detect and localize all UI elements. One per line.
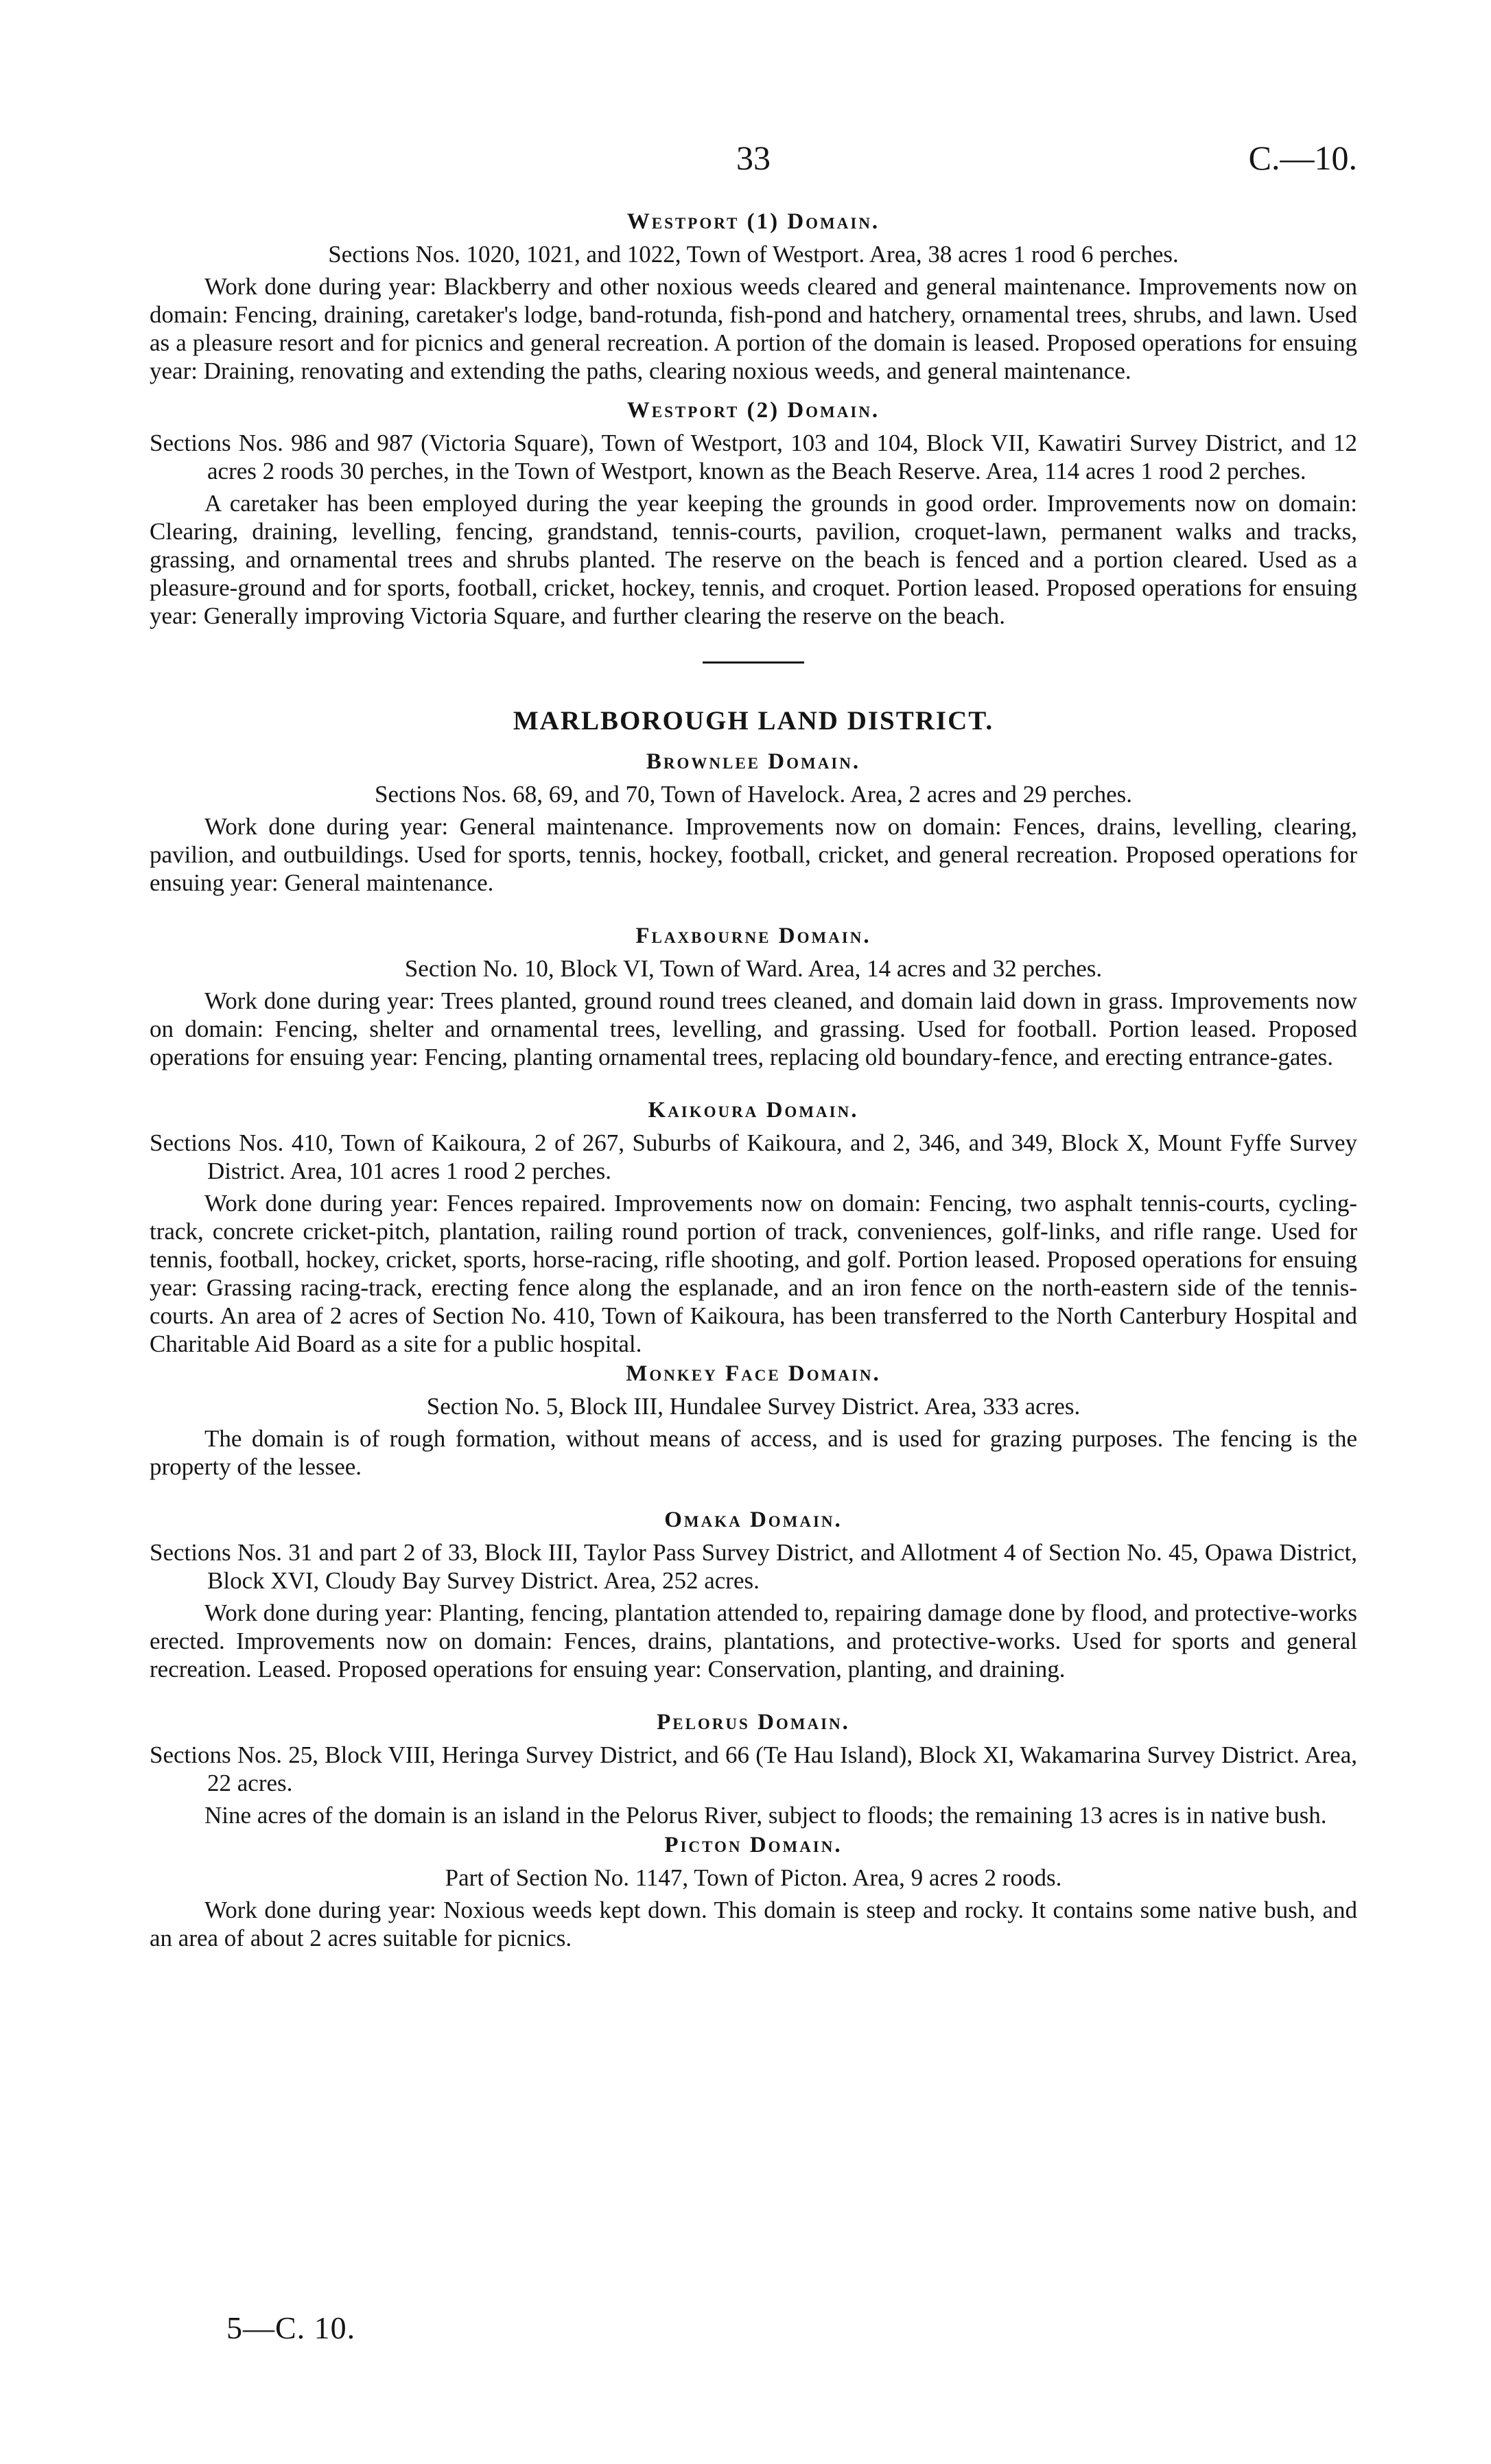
domain-sections: Section No. 5, Block III, Hundalee Survey District. Area, 333 acres. xyxy=(426,1393,1081,1420)
paper-reference: C.—10. xyxy=(1248,139,1357,177)
domain-heading: Westport (1) Domain. xyxy=(626,209,880,234)
domain-heading: Picton Domain. xyxy=(664,1833,843,1857)
domain-description: Nine acres of the domain is an island in the Pelorus River, subject to floods; the remaining 13 acres is in native bush. xyxy=(204,1802,1327,1829)
domain-sections: Sections Nos. 68, 69, and 70, Town of Havelock. Area, 2 acres and 29 perches. xyxy=(375,781,1132,808)
domain-heading: Kaikoura Domain. xyxy=(648,1098,859,1123)
district-title: MARLBOROUGH LAND DISTRICT. xyxy=(513,706,994,736)
running-header xyxy=(150,137,1357,206)
section-divider xyxy=(703,661,804,664)
domain-heading: Pelorus Domain. xyxy=(657,1710,850,1735)
page-number: 33 xyxy=(736,139,771,177)
domain-sections: Part of Section No. 1147, Town of Picton. Area, 9 acres 2 roods. xyxy=(445,1864,1062,1891)
domain-description: Work done during year: Planting, fencing, plantation attended to, repairing damage done by flood, and protective-works erected. Improvements now on domain: Fences, drains, plantations, and protective-works. Used for sports and general recreation. Leased. Proposed operations for ensuing year: Conservation, planting, and draining. xyxy=(150,1599,1357,1682)
domain-heading: Omaka Domain. xyxy=(664,1507,843,1532)
domain-description: Work done during year: Trees planted, ground round trees cleaned, and domain laid down in grass. Improvements now on domain: Fencing, shelter and ornamental trees, levelling, and grassing. Used for football. Portion leased. Proposed operations for ensuing year: Fencing, planting ornamental trees, replacing old boundary-fence, and erecting entrance-gates. xyxy=(150,987,1357,1070)
domain-description: The domain is of rough formation, without means of access, and is used for grazing purposes. The fencing is the property of the lessee. xyxy=(150,1425,1357,1480)
domain-heading: Brownlee Domain. xyxy=(646,749,861,774)
brownlee-domain xyxy=(150,746,1357,897)
domain-description: Work done during year: Blackberry and other noxious weeds cleared and general maintenance. Improvements now on domain: Fencing, draining, caretaker's lodge, band-rotunda, fish-pond and hatchery, ornamental trees, shrubs, and lawn. Used as a pleasure resort and for picnics and general recreation. A portion of the domain is leased. Proposed operations for ensuing year: Draining, renovating and extending the paths, clearing noxious weeds, and general maintenance. xyxy=(150,273,1357,384)
domain-description: Work done during year: General maintenance. Improvements now on domain: Fences, drains, levelling, clearing, pavilion, and outbuildings. Used for sports, tennis, hockey, football, cricket, and general recreation. Proposed operations for ensuing year: General maintenance. xyxy=(150,813,1357,896)
flaxbourne-domain xyxy=(150,920,1357,1071)
domain-sections: Section No. 10, Block VI, Town of Ward. Area, 14 acres and 32 perches. xyxy=(404,955,1103,982)
domain-sections: Sections Nos. 986 and 987 (Victoria Square), Town of Westport, 103 and 104, Block VII, Kawatiri Survey District, and 12 acres 2 roods 30 perches, in the Town of Westport, known as the Beach Reserve. Area, 114 acres 1 rood 2 perches. xyxy=(150,430,1357,484)
monkey-face-domain xyxy=(150,1358,1357,1481)
domain-heading: Westport (2) Domain. xyxy=(626,398,880,423)
domain-heading: Flaxbourne Domain. xyxy=(635,924,871,948)
domain-sections: Sections Nos. 410, Town of Kaikoura, 2 of 267, Suburbs of Kaikoura, and 2, 346, and 349, Block X, Mount Fyffe Survey District. Area, 101 acres 1 rood 2 perches. xyxy=(150,1129,1357,1184)
domain-sections: Sections Nos. 31 and part 2 of 33, Block III, Taylor Pass Survey District, and Allotment 4 of Section No. 45, Opawa District, Block XVI, Cloudy Bay Survey District. Area, 252 acres. xyxy=(150,1539,1357,1594)
pelorus-domain xyxy=(150,1706,1357,1829)
domain-description: Work done during year: Fences repaired. Improvements now on domain: Fencing, two asphalt tennis-courts, cycling-track, concrete cricket-pitch, plantation, railing round portion of track, conveniences, golf-links, and rifle range. Used for tennis, football, hockey, cricket, sports, horse-racing, rifle shooting, and golf. Portion leased. Proposed operations for ensuing year: Grassing racing-track, erecting fence along the esplanade, and an iron fence on the north-eastern side of the tennis-courts. An area of 2 acres of Section No. 410, Town of Kaikoura, has been transferred to the North Canterbury Hospital and Charitable Aid Board as a site for a public hospital. xyxy=(150,1190,1357,1357)
signature-mark: 5—C. 10. xyxy=(226,2310,356,2345)
westport-1-domain xyxy=(150,206,1357,385)
kaikoura-domain xyxy=(150,1094,1357,1358)
picton-domain xyxy=(150,1829,1357,1952)
domain-description: Work done during year: Noxious weeds kept down. This domain is steep and rocky. It contains some native bush, and an area of about 2 acres suitable for picnics. xyxy=(150,1897,1357,1951)
domain-sections: Sections Nos. 25, Block VIII, Heringa Survey District, and 66 (Te Hau Island), Block XI, Wakamarina Survey District. Area, 22 acres. xyxy=(150,1741,1357,1796)
omaka-domain xyxy=(150,1504,1357,1683)
domain-sections: Sections Nos. 1020, 1021, and 1022, Town of Westport. Area, 38 acres 1 rood 6 perches. xyxy=(328,241,1179,268)
westport-2-domain xyxy=(150,395,1357,630)
domain-heading: Monkey Face Domain. xyxy=(626,1361,881,1386)
domain-description: A caretaker has been employed during the year keeping the grounds in good order. Improvements now on domain: Clearing, draining, levelling, fencing, grandstand, tennis-courts, pavilion, croquet-lawn, permanent walks and tracks, grassing, and ornamental trees and shrubs planted. The reserve on the beach is fenced and a portion cleared. Used as a pleasure-ground and for sports, football, cricket, hockey, tennis, and croquet. Portion leased. Proposed operations for ensuing year: Generally improving Victoria Square, and further clearing the reserve on the beach. xyxy=(150,490,1357,629)
